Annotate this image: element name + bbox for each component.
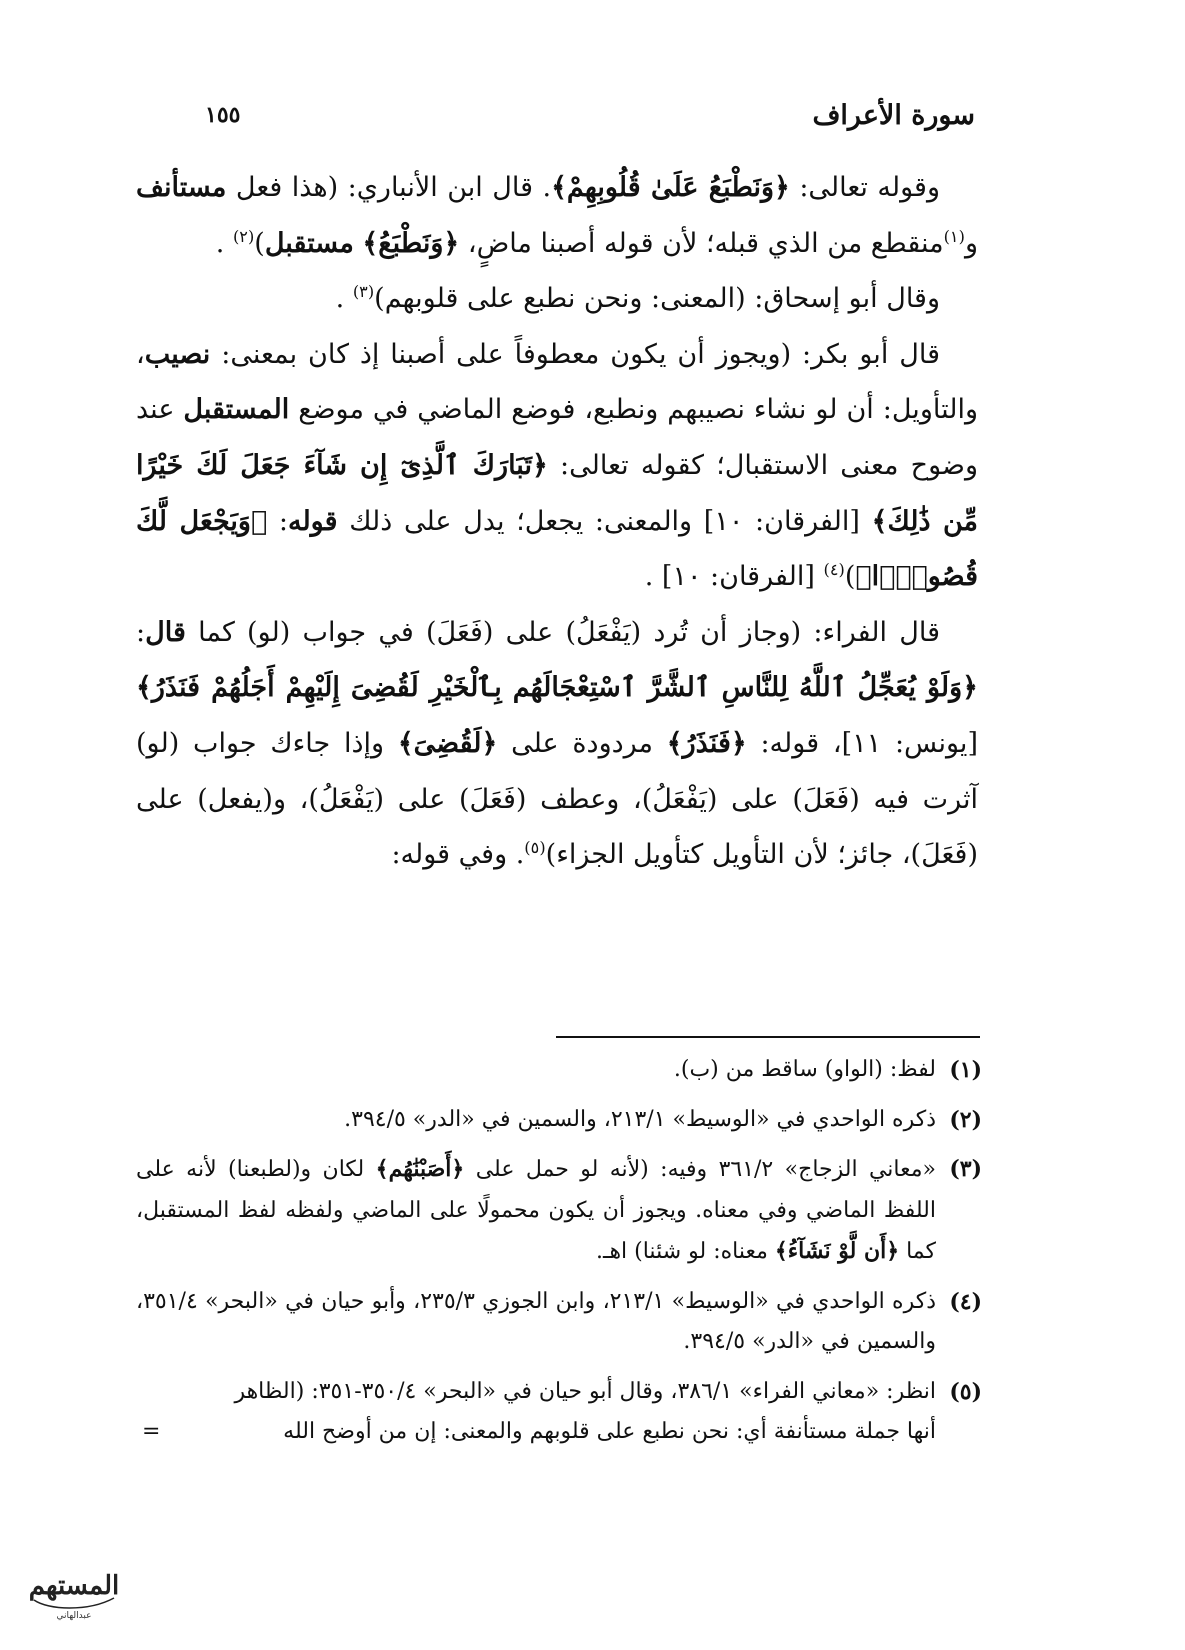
footnote-number: (٢): [949, 1106, 982, 1133]
footnote-5: [136, 1372, 982, 1453]
text-run: وقال أبو إسحاق: (المعنى: ونحن نطبع على قلوبهم): [374, 283, 940, 315]
bold-word: قال: [145, 616, 186, 648]
quran-quote: ﴿وَيَجْعَل لَّكَ قُصُورًۢا﴾: [136, 505, 978, 593]
text-run: عند وضوح معنى الاستقبال؛ كقوله تعالى:: [136, 394, 978, 481]
text-run: :: [267, 505, 288, 537]
watermark-subtext: عبدالهاني: [56, 1611, 92, 1621]
text-run: «معاني الزجاج» ٣٦١/٢ وفيه: (لأنه لو حمل على: [464, 1157, 936, 1182]
paragraph-3: [136, 327, 978, 605]
footnote-text: [136, 1372, 936, 1453]
bold-word: مستأنف: [136, 172, 227, 203]
footnote-3: [136, 1149, 982, 1273]
library-watermark: [28, 1552, 120, 1632]
footnote-number: (١): [949, 1057, 982, 1083]
text-run: . وفي قوله:: [391, 839, 525, 871]
quran-quote: ﴿وَنَطْبَعُ﴾: [362, 227, 460, 259]
text-run: .: [215, 227, 233, 259]
quran-quote: ﴿فَنَذَرُ﴾: [666, 727, 747, 759]
text-run: وإذا جاءك جواب (لو) آثرت فيه (فَعَلَ) على (يَفْعَلُ)، وعطف (فَعَلَ) على (يَفْعَلُ)، و(يفعل) على (فَعَلَ)، جائز؛ لأن التأويل كتأويل الجزاء): [136, 727, 978, 871]
text-run: ): [844, 561, 856, 593]
footnote-line: [136, 1412, 936, 1453]
text-run: معناه: لو شئنا) اهـ.: [596, 1239, 775, 1264]
bold-word: قوله: [287, 505, 338, 537]
footnote-ref[interactable]: (٣): [352, 282, 375, 302]
footnote-number: (٤): [949, 1288, 982, 1315]
footnote-2: [136, 1100, 982, 1141]
footnote-text: [136, 1149, 936, 1273]
text-run: قال الفراء: (وجاز أن تُرد (يَفْعَلُ) على (فَعَلَ) في جواب (لو) كما: [185, 616, 940, 648]
quran-quote: ﴿تَبَارَكَ ٱلَّذِىٓ إِن شَآءَ جَعَلَ لَكَ خَيْرًا مِّن ذَٰلِكَ﴾: [136, 449, 979, 537]
paragraph-2: [136, 271, 978, 327]
page-number: ١٥٥: [205, 102, 241, 128]
text-run: قال أبو بكر: (ويجوز أن يكون معطوفاً على أصبنا إذ كان بمعنى:: [210, 338, 940, 370]
text-run: أنها جملة مستأنفة أي: نحن نطبع على قلوبهم والمعنى: إن من أوضح الله: [283, 1419, 936, 1444]
footnote-ref[interactable]: (١): [943, 226, 965, 246]
page-header: [205, 100, 975, 140]
continuation-mark: =: [142, 1419, 161, 1444]
footnote-text: ذكره الواحدي في «الوسيط» ٢١٣/١، وابن الجوزي ٢٣٥/٣، وأبو حيان في «البحر» ٣٥١/٤، والسمين في «الدر» ٣٩٤/٥.: [136, 1288, 936, 1354]
quran-quote: ﴿لَقُضِىَ﴾: [397, 727, 498, 759]
footnote-text: ذكره الواحدي في «الوسيط» ٢١٣/١، والسمين في «الدر» ٣٩٤/٥.: [344, 1106, 936, 1132]
text-run: منقطع من الذي قبله؛ لأن قوله أصبنا ماضٍ،: [459, 227, 944, 259]
footnotes: [136, 1050, 982, 1453]
footnote-ref[interactable]: (٢): [232, 226, 255, 246]
footnote-separator: [556, 1036, 980, 1038]
text-run: و: [964, 227, 978, 259]
footnote-number: (٥): [949, 1378, 982, 1405]
footnote-line: انظر: «معاني الفراء» ٣٨٦/١، وقال أبو حيان في «البحر» ٣٥٠/٤-٣٥١: (الظاهر: [234, 1378, 936, 1404]
quran-quote: ﴿وَلَوْ يُعَجِّلُ ٱللَّهُ لِلنَّاسِ ٱلشَّرَّ ٱسْتِعْجَالَهُم بِٱلْخَيْرِ لَقُضِىَ إِلَيْهِمْ أَجَلُهُمْ فَنَذَرُ﴾: [136, 672, 978, 704]
text-run: ، والتأويل: أن لو نشاء نصيبهم ونطبع، فوضع الماضي في موضع: [136, 338, 978, 426]
text-run: مردودة على: [497, 727, 667, 759]
footnote-number: (٣): [949, 1156, 982, 1182]
bold-word: نصيب: [144, 338, 211, 370]
footnote-ref[interactable]: (٤): [823, 560, 845, 580]
surah-title: سورة الأعراف: [812, 100, 975, 131]
text-run: .: [335, 283, 353, 315]
watermark-text: المستهم: [28, 1571, 120, 1601]
text-run: ): [254, 227, 265, 259]
bold-word: المستقبل: [183, 394, 290, 426]
quran-quote: ﴿وَنَطْبَعُ عَلَىٰ قُلُوبِهِمْ﴾: [551, 172, 790, 203]
paragraph-4: [136, 605, 978, 883]
footnote-ref[interactable]: (٥): [524, 838, 546, 858]
text-run: [الفرقان: ١٠] والمعنى: يجعل؛ يدل على ذلك: [337, 505, 872, 537]
quran-quote: ﴿أَصَبْنَٰهُم﴾: [375, 1156, 465, 1182]
text-run: [يونس: ١١]، قوله:: [746, 727, 978, 759]
text-run: [الفرقان: ١٠] .: [644, 561, 824, 593]
text-run: لكان و(لطبعنا) لأنه على اللفظ الماضي وفي معناه. ويجوز أن يكون محمولًا على الماضي ولفظه لفظ المستقبل، كما: [136, 1157, 936, 1264]
main-text: [136, 160, 978, 883]
text-run: وقوله تعالى:: [789, 172, 941, 203]
footnote-1: [136, 1050, 982, 1091]
text-run: :: [136, 616, 146, 648]
bold-word: مستقبل: [264, 227, 354, 259]
paragraph-1: [136, 160, 978, 271]
footnote-text: لفظ: (الواو) ساقط من (ب).: [673, 1057, 936, 1082]
quran-quote: ﴿أَن لَّوْ نَشَآءُ﴾: [774, 1238, 900, 1264]
footnote-4: [136, 1282, 982, 1363]
text-run: . قال ابن الأنباري: (هذا فعل: [226, 172, 552, 203]
